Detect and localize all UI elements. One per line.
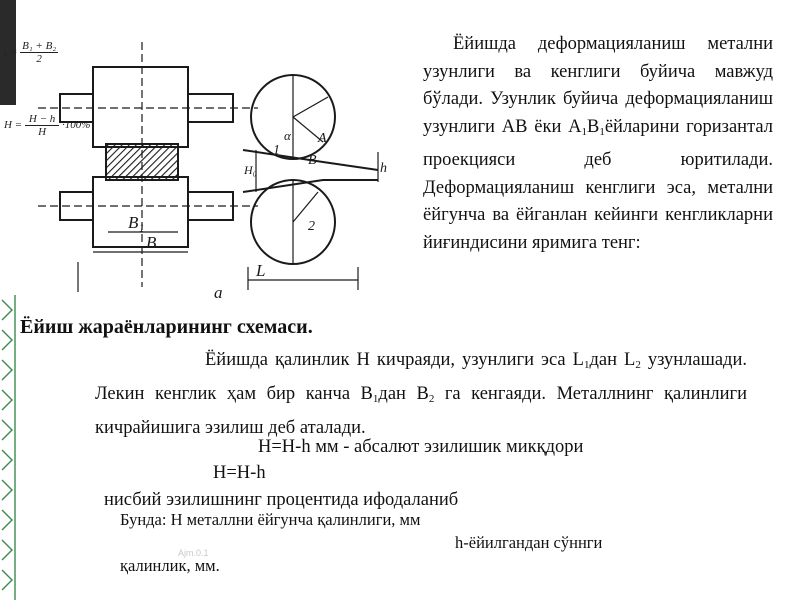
h-after-line: h-ёйилгандан сўннги (455, 533, 603, 552)
right-line-2: метални узунлиги ва кенглиги (423, 34, 774, 82)
formula-reduction-denominator: H (38, 126, 47, 138)
label-point-a: A (318, 131, 327, 146)
right-line-6: проекцияси деб юритилади. (423, 149, 773, 170)
label-roll-1: 1 (273, 143, 280, 158)
formula-reduction-prefix: H = (4, 119, 23, 132)
formula-width-numerator: B₁ + B₂ (22, 40, 57, 52)
right-line-4: буйича деформацияланиш узунлиги (423, 89, 773, 138)
label-point-b: B (308, 153, 317, 168)
body-p1-e: га кенгаяди. Металлнинг қалинлиги кичрайишига эзилиш деб аталади. (95, 384, 747, 438)
body-p1-b: дан L (589, 350, 636, 370)
right-line-8: метални ёйгунча ва ёйганлан (423, 177, 774, 226)
right-line-10: яримига тенг: (532, 232, 641, 253)
right-line-9: кейинги кенгликларни йиғиндисини (423, 205, 773, 253)
label-h: h (380, 161, 387, 176)
label-a: a (214, 283, 223, 302)
faint-watermark: Ajm.0.1 (178, 548, 209, 558)
formula-reduction (4, 113, 90, 138)
bunda-line: Бунда: Н металлни ёйгунча қалинлиги, мм (120, 510, 421, 529)
formula-reduction-suffix: ·100% (62, 119, 91, 132)
label-b: B (146, 233, 157, 252)
reduction-formula-line: Н=Н-h (213, 463, 266, 483)
relative-reduction-line: нисбий эзилишнинг процентида ифодаланиб (104, 490, 459, 510)
body-sub-3: 1 (372, 393, 379, 405)
label-l: L (256, 261, 266, 280)
body-p1-a: Ёйишда қалинлик Н кичраяди, узунлиги эса L (205, 350, 584, 370)
body-sub-1: 1 (583, 359, 590, 371)
formula-width-denominator: 2 (36, 53, 42, 65)
right-paragraph (423, 31, 773, 258)
body-sub-2: 2 (635, 359, 641, 371)
label-b1: B₁ (128, 213, 145, 232)
right-sub-1: 1 (581, 126, 587, 139)
right-line-5c: ёйларини горизантал (604, 117, 774, 138)
right-line-5b: В (587, 117, 600, 138)
right-line-3: буйича мавжуд бўлади. Узунлик (423, 61, 773, 110)
label-roll-2: 2 (308, 219, 315, 234)
formula-width-prefix: ₐ = (4, 46, 18, 59)
right-sub-2: 1 (599, 126, 605, 139)
label-alpha: α (284, 128, 291, 143)
label-h0: H₀ (244, 163, 257, 177)
rolling-scheme-figure (18, 22, 400, 312)
body-paragraph (95, 346, 747, 443)
right-line-5a: АВ ёки А (501, 117, 582, 138)
decorative-arrows (0, 0, 23, 600)
right-line-7: Деформацияланиш кенглиги эса, (423, 177, 696, 198)
thickness-line: қалинлик, мм. (120, 556, 220, 575)
right-line-1: Ёйишда деформацияланиш (453, 34, 686, 54)
body-p1-c: узунлашади. Лекин кенглик ҳам бир канча В (95, 350, 747, 404)
body-p1-d: дан В (378, 384, 429, 404)
formula-reduction-numerator: H − h (25, 113, 59, 126)
figure-caption: Ёйиш жараёнларининг схемаси. (20, 316, 313, 338)
absolute-reduction-line: Н=Н-h мм - абсалют эзилишик микқдори (258, 437, 584, 457)
body-sub-4: 2 (428, 393, 435, 405)
